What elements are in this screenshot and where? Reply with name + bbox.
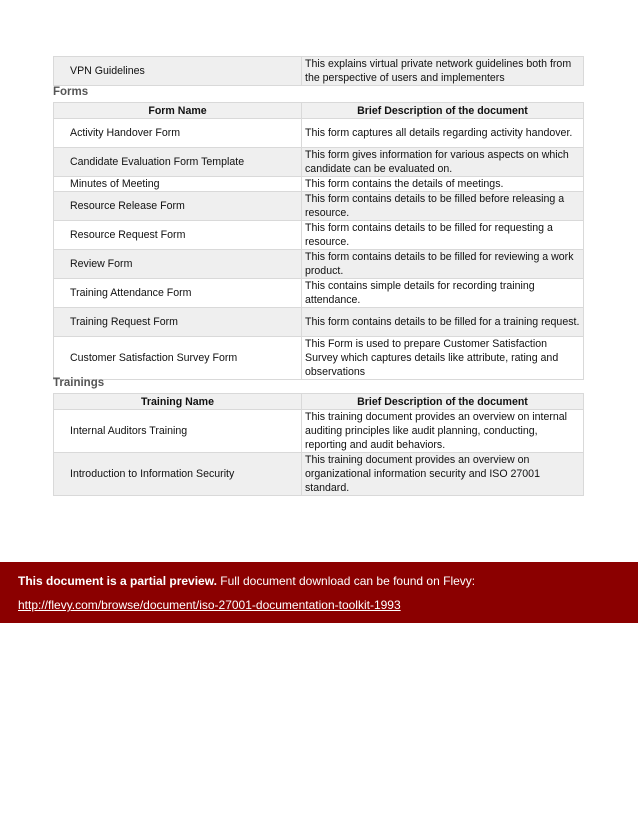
description-header: Brief Description of the document [302,394,584,410]
form-name-cell: Customer Satisfaction Survey Form [54,337,302,380]
forms-table [53,102,584,380]
form-description-cell: This contains simple details for recording training attendance. [302,279,584,308]
banner-message [18,574,475,588]
description-header: Brief Description of the document [302,103,584,119]
form-name-cell: Candidate Evaluation Form Template [54,148,302,177]
partial-preview-banner [0,562,638,623]
table-row [54,177,584,192]
form-name-cell: Review Form [54,250,302,279]
training-name-header: Training Name [54,394,302,410]
form-description-cell: This form contains details to be filled for reviewing a work product. [302,250,584,279]
training-description-cell: This training document provides an overview on organizational information security and ISO 27001 standard. [302,453,584,496]
table-row [54,337,584,380]
form-name-header: Form Name [54,103,302,119]
training-description-cell: This training document provides an overview on internal auditing principles like audit planning, conducting, reporting and audit behaviors. [302,410,584,453]
table-row [54,453,584,496]
form-name-cell: Resource Release Form [54,192,302,221]
trainings-section-title: Trainings [53,377,105,389]
banner-bold-text: This document is a partial preview. [18,574,217,588]
training-name-cell: Internal Auditors Training [54,410,302,453]
form-description-cell: This Form is used to prepare Customer Satisfaction Survey which captures details like attribute, rating and observations [302,337,584,380]
policies-table-continued [53,56,584,86]
document-name-cell: VPN Guidelines [54,57,302,86]
form-description-cell: This form captures all details regarding activity handover. [302,119,584,148]
form-description-cell: This form contains the details of meetings. [302,177,584,192]
table-row [54,410,584,453]
table-row [54,308,584,337]
form-name-cell: Minutes of Meeting [54,177,302,192]
form-name-cell: Training Request Form [54,308,302,337]
form-name-cell: Activity Handover Form [54,119,302,148]
table-row [54,250,584,279]
table-row [54,221,584,250]
table-row [54,119,584,148]
training-name-cell: Introduction to Information Security [54,453,302,496]
table-header-row [54,103,584,119]
form-description-cell: This form contains details to be filled before releasing a resource. [302,192,584,221]
form-description-cell: This form contains details to be filled for requesting a resource. [302,221,584,250]
forms-section-title: Forms [53,86,89,98]
form-name-cell: Resource Request Form [54,221,302,250]
document-description-cell: This explains virtual private network guidelines both from the perspective of users and implementers [302,57,584,86]
form-name-cell: Training Attendance Form [54,279,302,308]
table-header-row [54,394,584,410]
table-row [54,148,584,177]
table-row [54,57,584,86]
trainings-table [53,393,584,496]
form-description-cell: This form contains details to be filled for a training request. [302,308,584,337]
form-description-cell: This form gives information for various aspects on which candidate can be evaluated on. [302,148,584,177]
table-row [54,192,584,221]
table-row [54,279,584,308]
banner-text: Full document download can be found on Flevy: [220,574,476,588]
download-link[interactable]: http://flevy.com/browse/document/iso-27001-documentation-toolkit-1993 [18,598,401,612]
